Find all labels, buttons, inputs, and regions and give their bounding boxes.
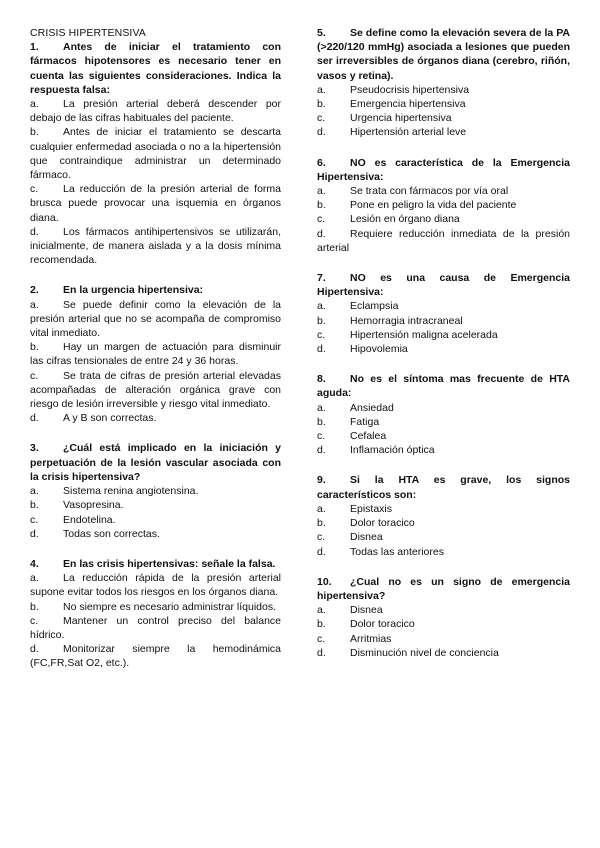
answer-option [317,516,570,530]
answer-option [317,443,570,457]
answer-option [30,182,281,225]
option-text: La presión arterial deberá descender por debajo de las cifras habituales del paciente. [30,98,281,125]
option-text: Todas las anteriores [350,545,444,558]
answer-option [317,603,570,617]
option-letter: a. [30,98,39,111]
option-text: Disnea [350,604,383,617]
option-letter: a. [317,502,326,515]
left-column [30,26,281,687]
option-letter: a. [317,83,326,96]
question-stem [30,557,281,571]
option-letter: c. [30,369,39,382]
option-letter: d. [317,126,326,139]
answer-option [317,401,570,415]
question-number: 2. [30,284,39,297]
option-text: Pseudocrisis hipertensiva [350,83,470,96]
question-number: 9. [317,474,326,487]
option-letter: b. [30,600,39,613]
question-6 [317,156,570,255]
question-text: Se define como la elevación severa de la PA (>220/120 mmHg) asociada a lesiones que pueden ser irreversibles de órganos diana (cerebro, riñón, vasos y retina). [317,27,570,82]
option-text: Epistaxis [350,502,393,515]
option-text: Sistema renina angiotensina. [63,485,199,498]
option-text: No siempre es necesario administrar líquidos. [63,600,277,613]
option-text: Urgencia hipertensiva [350,112,452,125]
answer-option [30,513,281,527]
answer-option [317,545,570,559]
answer-option [317,184,570,198]
answer-option [317,212,570,226]
option-letter: a. [317,604,326,617]
option-text: Inflamación óptica [350,444,435,457]
option-text: Lesión en órgano diana [350,213,460,226]
answer-option [317,502,570,516]
option-text: Se trata con fármacos por vía oral [350,185,509,198]
question-stem [317,156,570,184]
answer-option [317,111,570,125]
option-text: Se trata de cifras de presión arterial elevadas acompañadas de alteración orgánica grave con riesgo de lesión irreversible y riesgo vital inmediato. [30,369,281,411]
question-number: 6. [317,156,326,169]
option-letter: c. [317,112,326,125]
answer-option [30,340,281,368]
option-letter: d. [30,225,39,238]
question-text: NO es una causa de Emergencia Hipertensiva: [317,272,570,299]
option-text: Disnea [350,531,383,544]
option-letter: b. [30,126,39,139]
question-stem [30,40,281,97]
option-letter: d. [317,545,326,558]
answer-option [30,298,281,341]
option-text: Requiere reducción inmediata de la presión arterial [317,227,570,254]
option-letter: c. [30,614,39,627]
option-letter: b. [317,314,326,327]
answer-option [30,97,281,125]
option-text: Hemorragia intracraneal [350,314,463,327]
answer-option [30,125,281,182]
right-question-list [317,26,570,660]
option-text: Hipertensión arterial leve [350,126,467,139]
option-letter: b. [30,341,39,354]
option-text: Emergencia hipertensiva [350,98,466,111]
option-text: Endotelina. [63,513,116,526]
question-number: 10. [317,575,332,588]
question-number: 4. [30,557,39,570]
option-letter: c. [317,213,326,226]
answer-option [317,342,570,356]
answer-option [30,484,281,498]
answer-option [317,617,570,631]
answer-option [30,600,281,614]
option-text: Mantener un control preciso del balance hídrico. [30,614,281,641]
question-text: En las crisis hipertensivas: señale la falsa. [63,557,276,570]
question-5 [317,26,570,140]
option-letter: b. [30,499,39,512]
question-8 [317,372,570,457]
option-text: Antes de iniciar el tratamiento se descarta cualquier enfermedad asociada o no a la hipertensión que contraindique administrar un determinado fármaco. [30,126,281,182]
question-number: 1. [30,41,39,54]
option-letter: a. [30,485,39,498]
option-letter: c. [317,328,326,341]
question-10 [317,575,570,660]
question-7 [317,271,570,356]
option-text: A y B son correctas. [63,412,157,425]
option-letter: d. [317,343,326,356]
question-text: Si la HTA es grave, los signos característicos son: [317,474,570,501]
answer-option [317,198,570,212]
option-text: Ansiedad [350,401,394,414]
answer-option [317,530,570,544]
option-letter: d. [30,412,39,425]
option-letter: b. [317,199,326,212]
option-letter: b. [317,517,326,530]
answer-option [30,498,281,512]
question-stem [317,271,570,299]
option-text: Hay un margen de actuación para disminuir las cifras tensionales de entre 24 y 36 horas. [30,341,281,368]
answer-option [317,646,570,660]
question-text: ¿Cual no es un signo de emergencia hipertensiva? [317,575,570,602]
question-text: ¿Cuál está implicado en la iniciación y perpetuación de la lesión vascular asociada con la crisis hipertensiva? [30,442,281,483]
option-letter: b. [317,618,326,631]
question-9 [317,473,570,558]
question-text: En la urgencia hipertensiva: [63,284,204,297]
option-letter: d. [30,643,39,656]
question-stem [317,372,570,400]
option-letter: c. [317,531,326,544]
option-letter: a. [317,185,326,198]
answer-option [30,571,281,599]
option-text: Fatiga [350,415,380,428]
answer-option [317,328,570,342]
option-text: Hipertensión maligna acelerada [350,328,498,341]
answer-option [30,225,281,268]
question-stem [30,283,281,297]
option-letter: c. [30,513,39,526]
option-letter: c. [317,632,326,645]
answer-option [30,411,281,425]
question-stem [317,26,570,83]
answer-option [30,527,281,541]
answer-option [317,125,570,139]
option-text: Los fármacos antihipertensivos se utilizarán, inicialmente, de manera aislada y a la dosis mínima recomendada. [30,225,281,267]
answer-option [30,614,281,642]
question-text: NO es característica de la Emergencia Hipertensiva: [317,156,570,183]
option-text: Pone en peligro la vida del paciente [350,199,517,212]
option-text: Cefalea [350,430,387,443]
question-stem [317,575,570,603]
option-text: Hipovolemia [350,343,408,356]
option-text: Monitorizar siempre la hemodinámica (FC,FR,Sat O2, etc.). [30,643,281,670]
question-text: No es el síntoma mas frecuente de HTA aguda: [317,373,570,400]
answer-option [30,369,281,412]
option-letter: d. [317,227,326,240]
question-3 [30,441,281,540]
option-text: Disminución nivel de conciencia [350,646,499,659]
question-number: 8. [317,373,326,386]
question-number: 5. [317,27,326,39]
question-stem [317,473,570,501]
option-text: Dolor toracico [350,618,415,631]
option-text: Todas son correctas. [63,527,160,540]
right-column [317,26,570,676]
question-4 [30,557,281,671]
answer-option [317,429,570,443]
option-text: Vasopresina. [63,499,124,512]
option-letter: d. [317,646,326,659]
question-number: 3. [30,442,39,455]
left-question-list [30,40,281,670]
question-1 [30,40,281,267]
answer-option [317,415,570,429]
answer-option [317,299,570,313]
option-letter: a. [30,572,39,585]
option-text: Eclampsia [350,300,399,313]
option-letter: c. [30,183,39,196]
option-letter: b. [317,98,326,111]
option-text: Se puede definir como la elevación de la presión arterial que no se acompaña de compromiso vital inmediato. [30,298,281,340]
question-number: 7. [317,272,326,285]
option-letter: d. [30,527,39,540]
answer-option [30,642,281,670]
option-letter: b. [317,415,326,428]
option-text: Dolor toracico [350,517,415,530]
option-text: La reducción rápida de la presión arterial supone evitar todos los riesgos en los órganos diana. [30,572,281,599]
option-letter: a. [317,300,326,313]
option-letter: c. [317,430,326,443]
answer-option [317,83,570,97]
document-title: CRISIS HIPERTENSIVA [30,27,146,39]
answer-option [317,632,570,646]
answer-option [317,314,570,328]
question-stem [30,441,281,484]
option-text: La reducción de la presión arterial de forma brusca puede provocar una isquemia en órganos diana. [30,183,281,224]
question-2 [30,283,281,425]
option-text: Arritmias [350,632,392,645]
option-letter: a. [30,298,39,311]
question-text: Antes de iniciar el tratamiento con fármacos hipotensores es necesario tener en cuenta las siguientes consideraciones. Indica la respuesta falsa: [30,41,281,96]
answer-option [317,227,570,255]
option-letter: a. [317,401,326,414]
option-letter: d. [317,444,326,457]
answer-option [317,97,570,111]
